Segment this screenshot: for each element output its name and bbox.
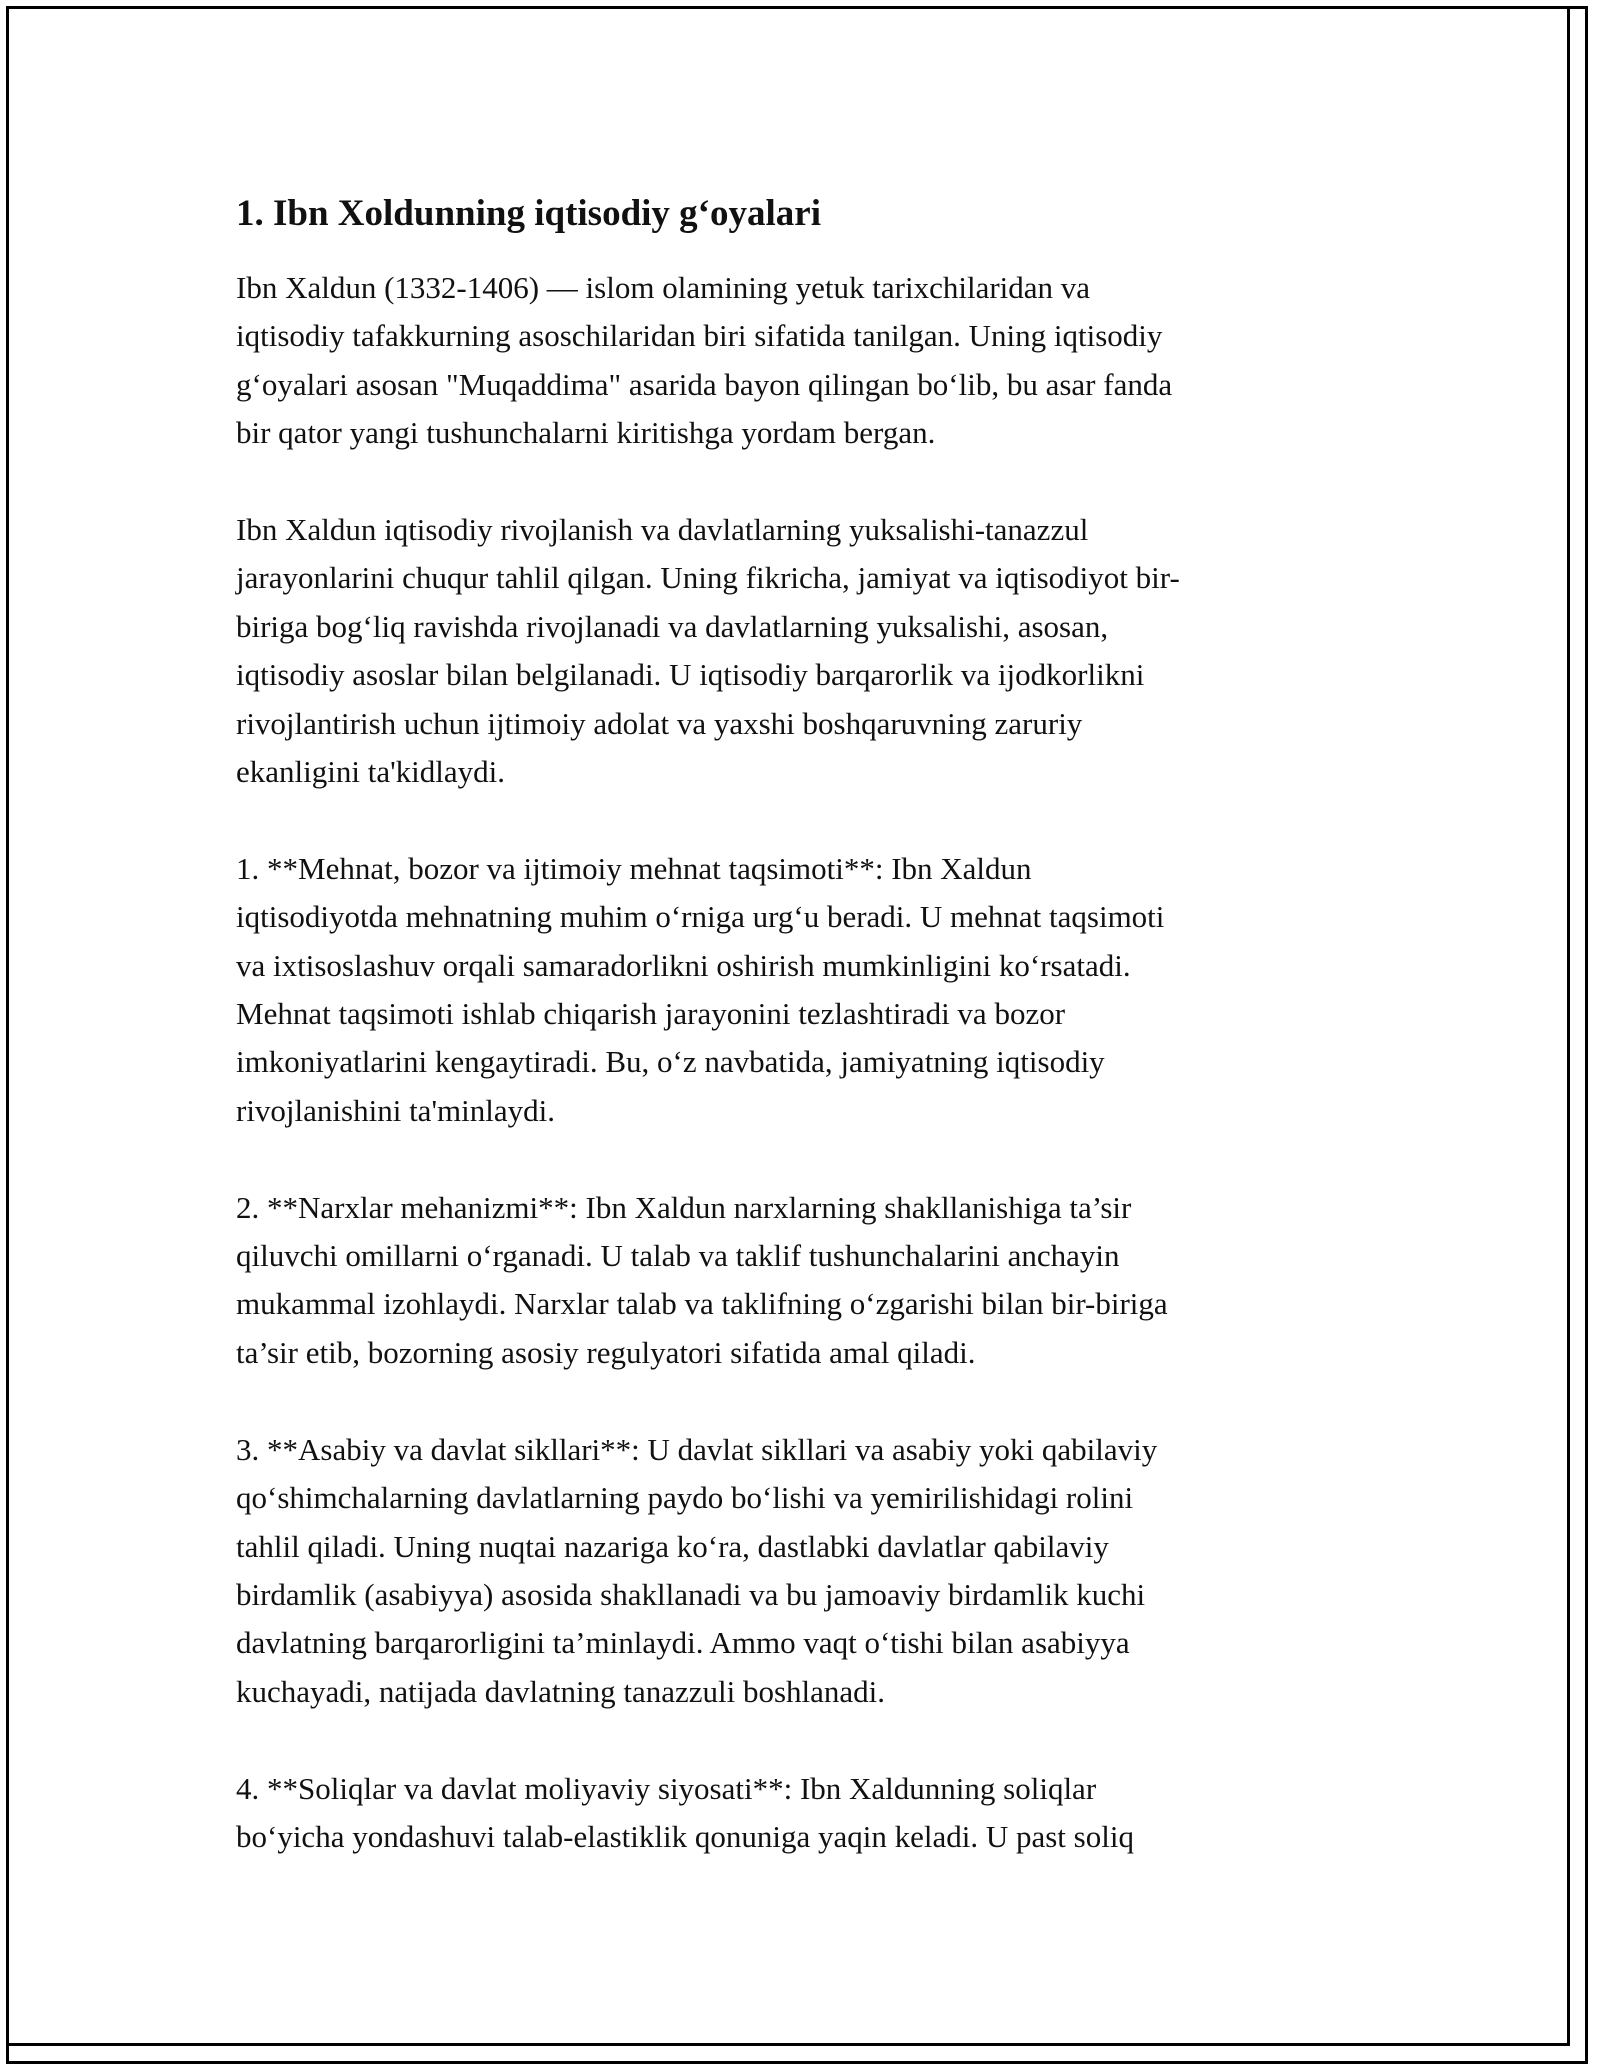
paragraph-prices: 2. **Narxlar mehanizmi**: Ibn Xaldun narxlarning shakllanishiga ta’sir qiluvchi omillarni o‘rganadi. U talab va taklif tushunchalarini anchayin mukammal izohlaydi. Narxlar talab va taklifning o‘zgarishi bilan bir-biriga ta’sir etib, bozorning asosiy regulyatori sifatida amal qiladi. [236,1189,1168,1370]
paragraph-intro: Ibn Xaldun (1332-1406) — islom olamining yetuk tarixchilaridan va iqtisodiy tafakkurning asoschilaridan biri sifatida tanilgan. Uning iqtisodiy g‘oyalari asosan "Muqaddima" asarida bayon qilingan bo‘lib, bu asar fanda bir qator yangi tushunchalarni kiritishga yordam bergan. [236,270,1173,451]
paragraph-development: Ibn Xaldun iqtisodiy rivojlanish va davlatlarning yuksalishi-tanazzul jarayonlarini chuqur tahlil qilgan. Uning fikricha, jamiyat va iqtisodiyot bir- biriga bog‘liq ravishda rivojlanadi va davlatlarning yuksalishi, asosan, iqtisodiy asoslar bilan belgilanadi. U iqtisodiy barqarorlik va ijodkorlikni rivojlantirish uchun ijtimoiy adolat va yaxshi boshqaruvning zaruriy ekanligini ta'kidlaydi. [236,512,1180,790]
section-heading: 1. Ibn Xoldunning iqtisodiy g‘oyalari [236,193,821,234]
document-body [236,186,1366,1910]
paragraph-cycles: 3. **Asabiy va davlat sikllari**: U davlat sikllari va asabiy yoki qabilaviy qo‘shimchalarning davlatlarning paydo bo‘lishi va yemirilishidagi rolini tahlil qiladi. Uning nuqtai nazariga ko‘ra, dastlabki davlatlar qabilaviy birdamlik (asabiyya) asosida shakllanadi va bu jamoaviy birdamlik kuchi davlatning barqarorligini ta’minlaydi. Ammo vaqt o‘tishi bilan asabiyya kuchayadi, natijada davlatning tanazzuli boshlanadi. [236,1431,1158,1709]
paragraph-taxes: 4. **Soliqlar va davlat moliyaviy siyosati**: Ibn Xaldunning soliqlar bo‘yicha yondashuvi talab-elastiklik qonuniga yaqin keladi. U past soliq [236,1770,1134,1854]
paragraph-labor: 1. **Mehnat, bozor va ijtimoiy mehnat taqsimoti**: Ibn Xaldun iqtisodiyotda mehnatning muhim o‘rniga urg‘u beradi. U mehnat taqsimoti va ixtisoslashuv orqali samaradorlikni oshirish mumkinligini ko‘rsatadi. Mehnat taqsimoti ishlab chiqarish jarayonini tezlashtiradi va bozor imkoniyatlarini kengaytiradi. Bu, o‘z navbatida, jamiyatning iqtisodiy rivojlanishini ta'minlaydi. [236,850,1165,1128]
